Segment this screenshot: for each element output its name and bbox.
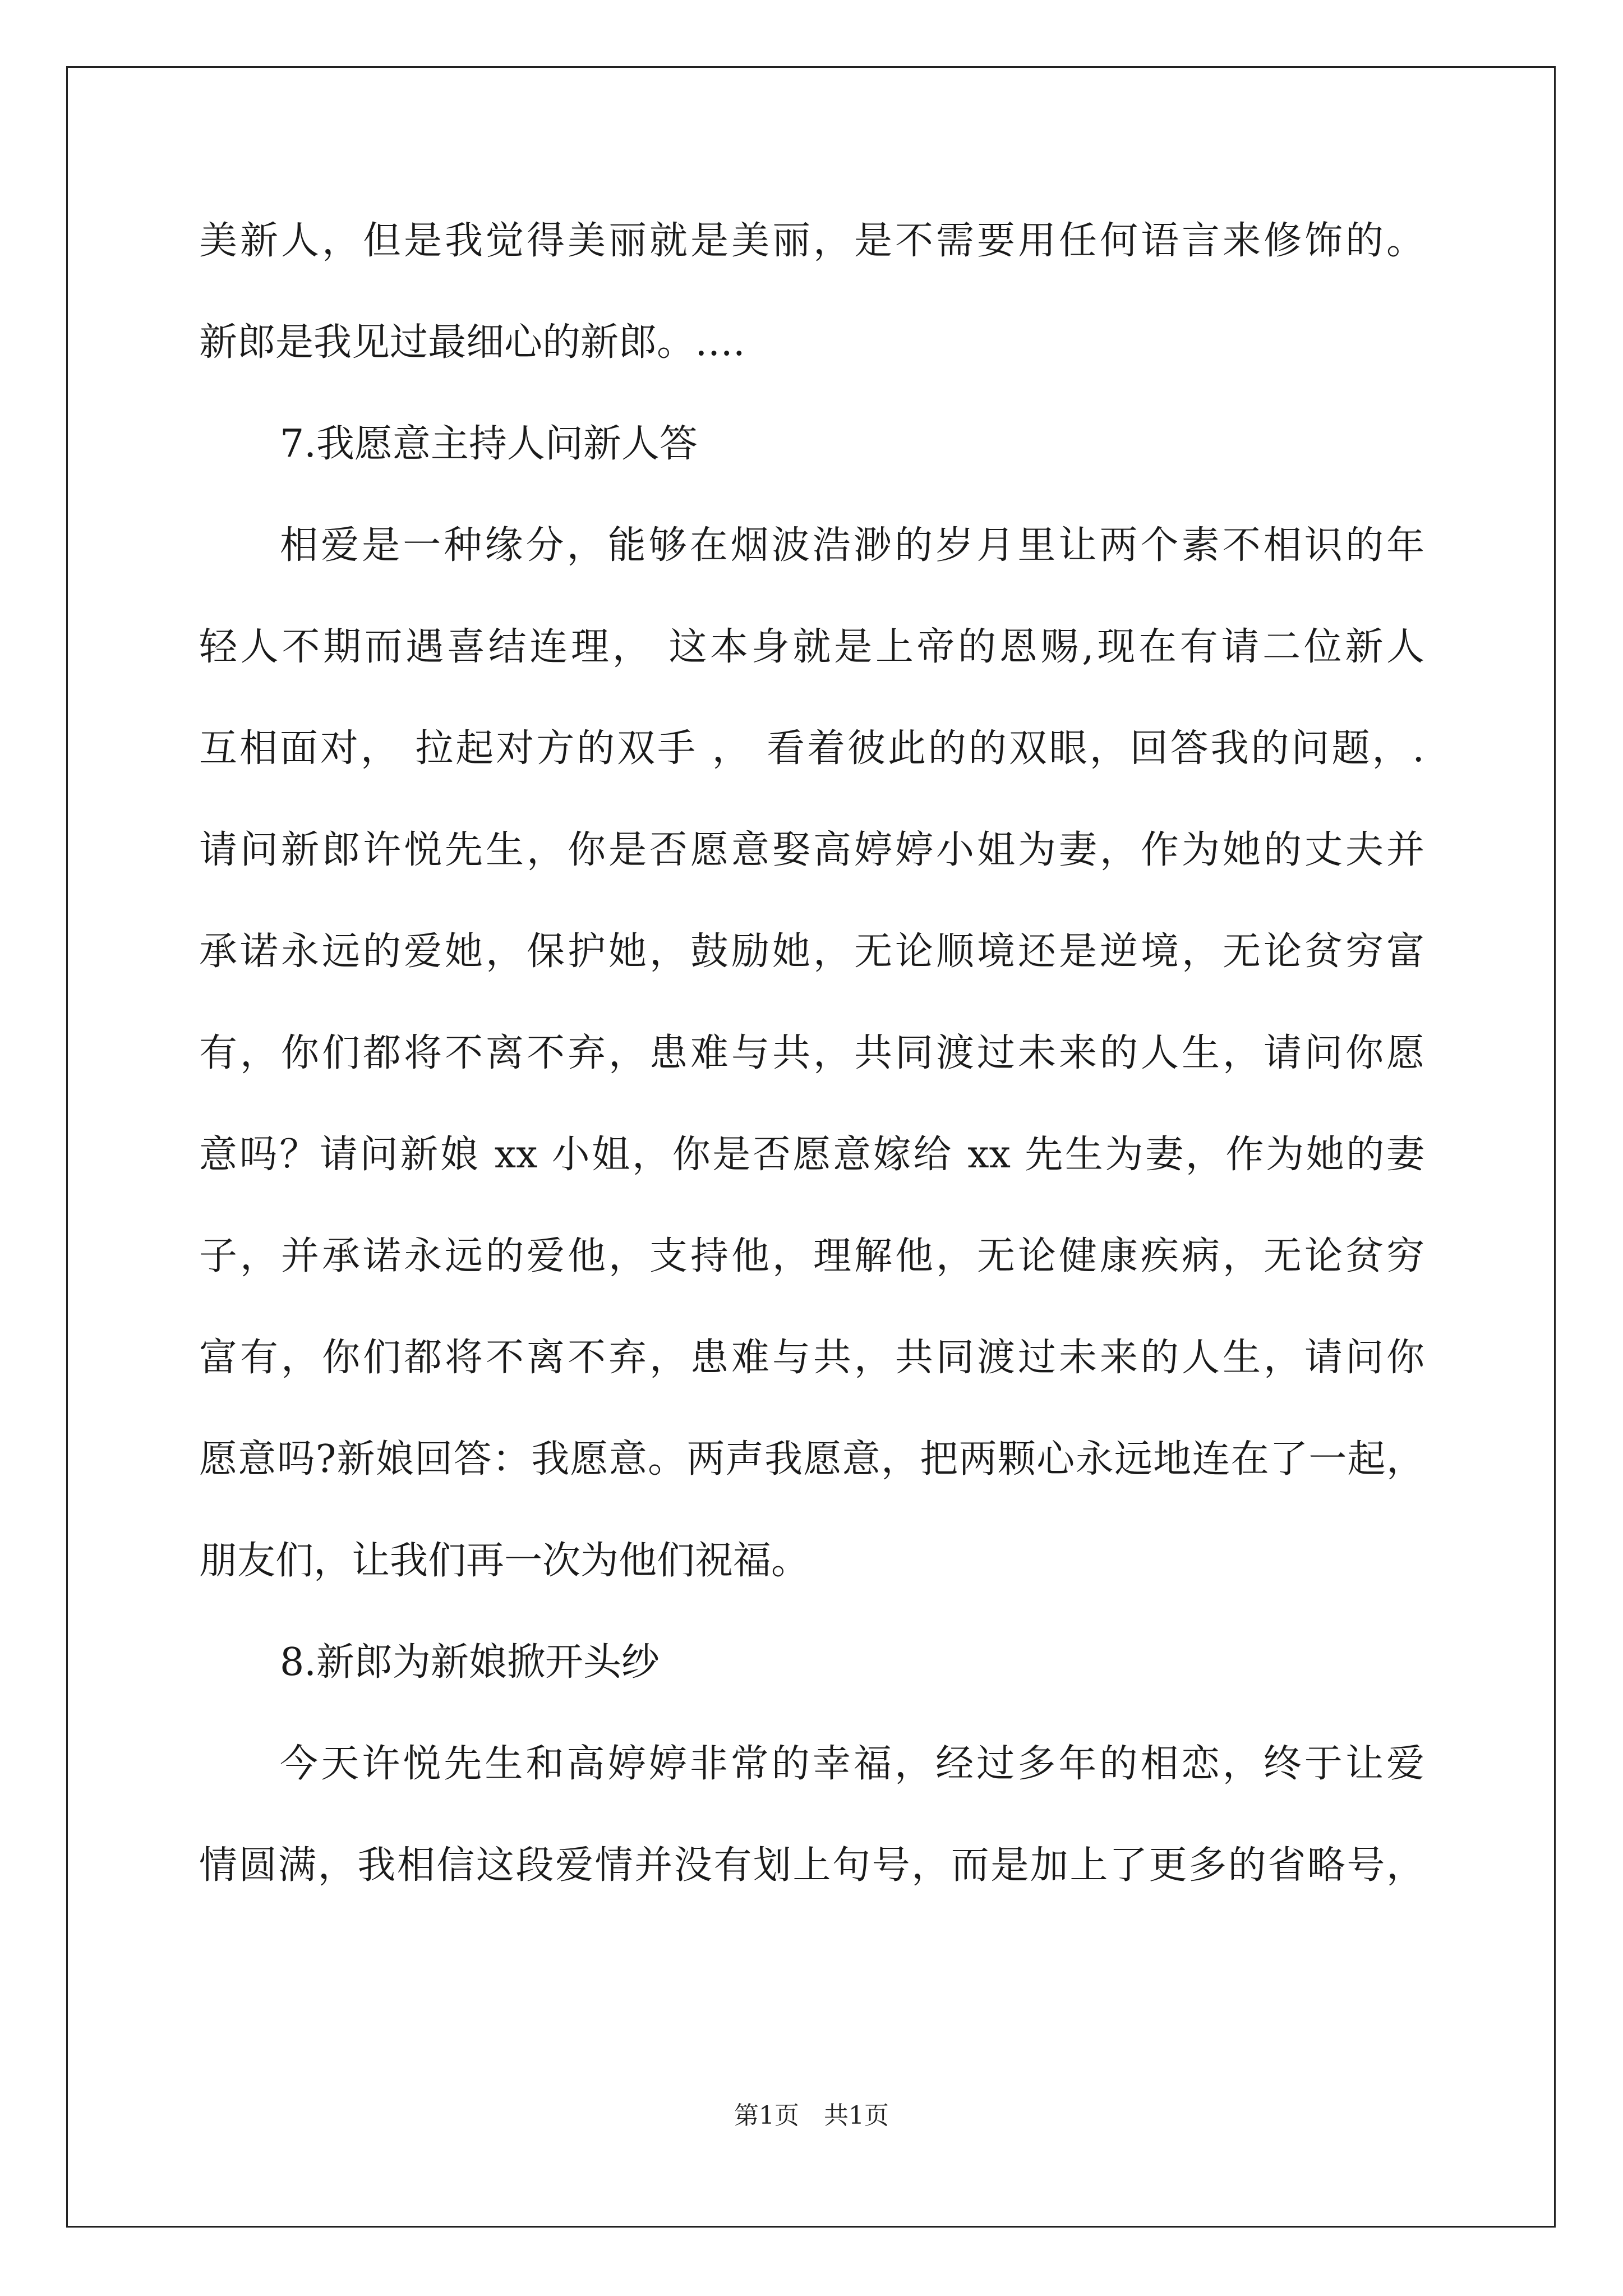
text-line: 愿意吗?新娘回答：我愿意。两声我愿意，把两颗心永远地连在了一起， <box>199 1437 1424 1481</box>
text-line: 新郎是我见过最细心的新郎。…. <box>199 320 745 365</box>
text-line: 情圆满，我相信这段爱情并没有划上句号，而是加上了更多的省略号， <box>199 1843 1424 1888</box>
text-line: 美新人，但是我觉得美丽就是美丽，是不需要用任何语言来修饰的。 <box>199 219 1424 263</box>
text-line: 意吗？请问新娘 xx 小姐，你是否愿意嫁给 xx 先生为妻，作为她的妻 <box>199 1133 1424 1177</box>
text-line: 轻人不期而遇喜结连理， 这本身就是上帝的恩赐,现在有请二位新人 <box>199 625 1424 669</box>
text-line: 子，并承诺永远的爱他，支持他，理解他，无论健康疾病，无论贫穷 <box>199 1234 1424 1278</box>
section-heading: 7.我愿意主持人问新人答 <box>280 422 698 466</box>
text-line: 承诺永远的爱她，保护她，鼓励她，无论顺境还是逆境，无论贫穷富 <box>199 930 1424 974</box>
text-line: 富有，你们都将不离不弃，患难与共，共同渡过未来的人生，请问你 <box>199 1336 1424 1380</box>
text-line: 有，你们都将不离不弃，患难与共，共同渡过未来的人生，请问你愿 <box>199 1031 1424 1075</box>
text-line: 互相面对， 拉起对方的双手 ， 看着彼此的的双眼，回答我的问题，. <box>199 726 1424 771</box>
text-line: 请问新郎许悦先生，你是否愿意娶高婷婷小姐为妻，作为她的丈夫并 <box>199 828 1424 872</box>
page-number-footer: 第1页 共1页 <box>734 2101 889 2130</box>
text-line: 相爱是一种缘分，能够在烟波浩渺的岁月里让两个素不相识的年 <box>280 523 1424 568</box>
document-body <box>199 216 1424 1942</box>
text-line: 朋友们，让我们再一次为他们祝福。 <box>199 1539 810 1583</box>
text-line: 今天许悦先生和高婷婷非常的幸福，经过多年的相恋，终于让爱 <box>280 1742 1424 1786</box>
section-heading: 8.新郎为新娘掀开头纱 <box>280 1640 660 1685</box>
